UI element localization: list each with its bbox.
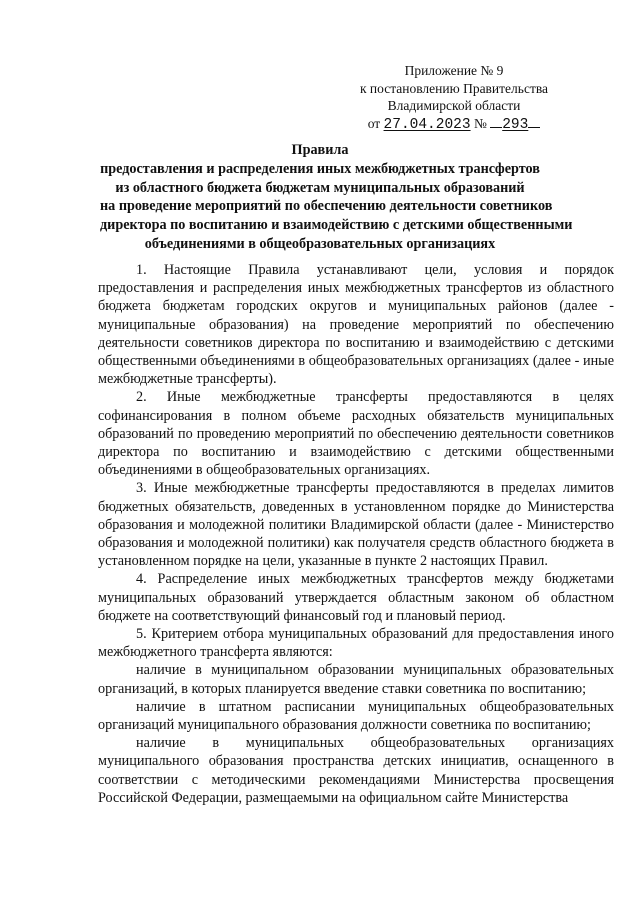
title-line: предоставления и распределения иных межбюджетных трансфертов [100, 160, 540, 177]
title-line: на проведение мероприятий по обеспечению деятельности советников [100, 198, 553, 215]
number-underline-left [490, 127, 502, 128]
appendix-region: Владимирской области [387, 98, 521, 113]
criterion-2: наличие в штатном расписании муниципальных общеобразовательных организаций муниципального образования должности советника по воспитанию; [98, 698, 614, 734]
paragraph-1: 1. Настоящие Правила устанавливают цели, условия и порядок предоставления и распределения иных межбюджетных трансфертов из областного бюджета бюджетам городских округов и муниципальных районов (далее - муниципальные образования) на проведение мероприятий по обеспечению деятельности советников директора по воспитанию и взаимодействию с детскими общественными объединениями в общеобразовательных организациях (далее - иные межбюджетные трансферты). [98, 262, 614, 388]
resolution-number: 293 [502, 116, 529, 133]
appendix-resolution: к постановлению Правительства [359, 80, 549, 96]
paragraph-5: 5. Критерием отбора муниципальных образований для предоставления иного межбюджетного трансферта являются: [98, 626, 614, 661]
document-title [100, 141, 573, 254]
number-prefix: № [470, 115, 491, 131]
appendix-date-line [334, 115, 574, 135]
title-line: объединениями в общеобразовательных организациях [144, 235, 496, 252]
document-body [98, 261, 614, 807]
number-underline-right [528, 127, 540, 128]
appendix-number: Приложение № 9 [404, 63, 504, 78]
appendix-header [334, 62, 574, 134]
title-line: директора по воспитанию и взаимодействию с детскими общественными [100, 217, 573, 234]
date-prefix: от [367, 115, 384, 131]
resolution-date: 27.04.2023 [383, 116, 471, 133]
title-line: из областного бюджета бюджетам муниципальных образований [115, 179, 525, 196]
criterion-3: наличие в муниципальных общеобразовательных организациях муниципального образования пространства детских инициатив, оснащенного в соответствии с методическими рекомендациями Министерства просвещения Российской Федерации, размещаемыми на официальном сайте Министерства [98, 735, 614, 806]
paragraph-4: 4. Распределение иных межбюджетных трансфертов между бюджетами муниципальных образований утверждается областным законом об областном бюджете на соответствующий финансовый год и плановый период. [98, 571, 614, 624]
criterion-1: наличие в муниципальном образовании муниципальных образовательных организаций, в которых планируется введение ставки советника по воспитанию; [98, 662, 614, 697]
title-heading: Правила [291, 142, 349, 158]
paragraph-3: 3. Иные межбюджетные трансферты предоставляются в пределах лимитов бюджетных обязательств, доведенных в установленном порядке до Министерства образования и молодежной политики Владимирской области (далее - Министерство образования и молодежной политики) как получателя средств областного бюджета в установленном порядке на цели, указанные в пункте 2 настоящих Правил. [98, 480, 614, 570]
paragraph-2: 2. Иные межбюджетные трансферты предоставляются в целях софинансирования в полном объеме расходных обязательств муниципальных образований по проведению мероприятий по обеспечению деятельности советников директора по воспитанию и взаимодействию с детскими общественными объединениями в общеобразовательных организациях. [98, 389, 614, 479]
